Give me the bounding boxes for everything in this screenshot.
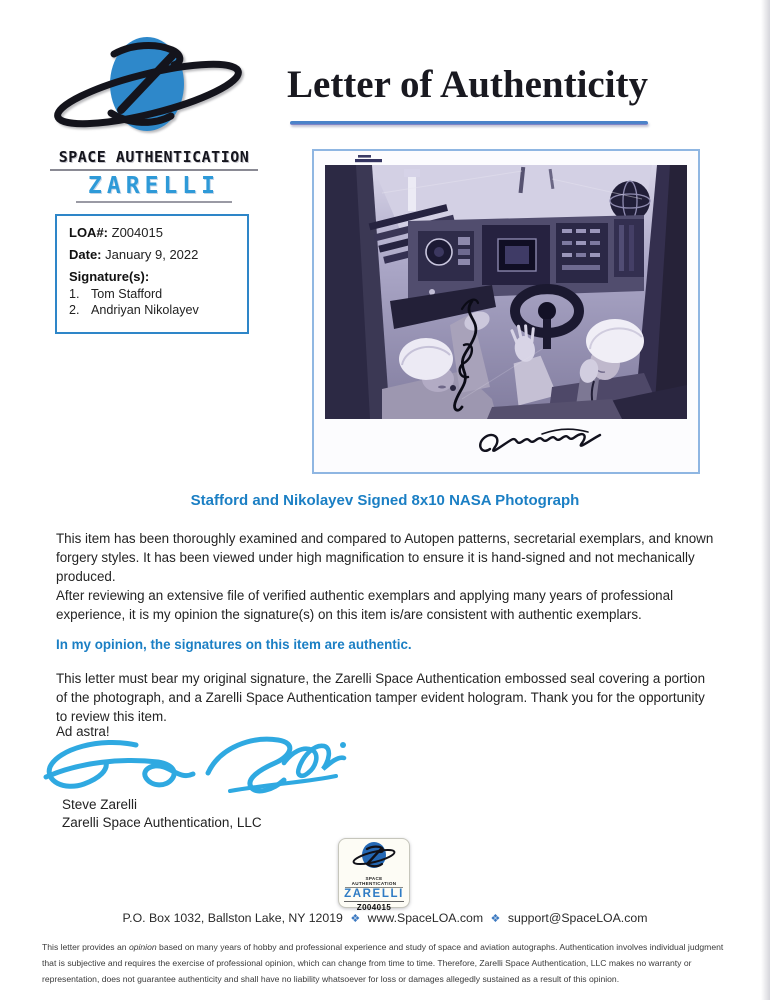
diamond-icon: ❖ <box>350 913 361 925</box>
seal-loa-number: Z004015 <box>356 903 392 913</box>
signature-item-name: Tom Stafford <box>91 287 163 301</box>
body-paragraph-3: This letter must bear my original signature, the Zarelli Space Authentication embossed seal covering a portion of the photograph, and a Zarelli Space Authentication tamper evident hologram. Thank you for the opportunity to review this item. <box>56 671 706 724</box>
diamond-icon: ❖ <box>490 913 501 925</box>
logo-brand-name: ZARELLI <box>76 173 232 203</box>
signature-item-name: Andriyan Nikolayev <box>91 303 199 317</box>
body-paragraph-1: This item has been thoroughly examined and compared to Autopen patterns, secretarial exemplars, and known forgery styles. It has been viewed under high magnification to ensure it is hand-signed and not mechanically produced. <box>56 531 714 584</box>
loa-info-box <box>55 214 249 334</box>
loa-number-value: Z004015 <box>111 225 163 240</box>
hologram-seal <box>338 838 410 913</box>
signer-name: Steve Zarelli <box>62 797 138 812</box>
signature-list-item <box>69 287 235 301</box>
seal-globe-icon <box>351 841 397 871</box>
signature-list-item <box>69 303 235 317</box>
cockpit-scene <box>325 165 687 419</box>
nasa-photo-image <box>312 149 700 474</box>
closing-line: Ad astra! <box>56 724 110 739</box>
opinion-statement: In my opinion, the signatures on this item are authentic. <box>56 637 412 652</box>
logo-brand-top: SPACE AUTHENTICATION <box>50 148 258 171</box>
photo-caption: Stafford and Nikolayev Signed 8x10 NASA Photograph <box>190 492 580 509</box>
signatures-heading: Signature(s): <box>69 269 150 284</box>
fine-print-italic-word: opinion <box>128 942 157 952</box>
loa-number-line <box>69 225 235 240</box>
website-url: www.SpaceLOA.com <box>367 911 484 925</box>
steve-zarelli-signature <box>40 733 352 801</box>
globe-z-orbit-icon <box>50 34 258 146</box>
mailing-address: P.O. Box 1032, Ballston Lake, NY 12019 <box>122 911 343 925</box>
signature-item-number: 1. <box>69 287 80 301</box>
signature-item-number: 2. <box>69 303 80 317</box>
seal-brand-name: ZARELLI <box>344 888 404 902</box>
loa-date-line <box>69 247 235 262</box>
support-email: support@SpaceLOA.com <box>507 911 648 925</box>
body-paragraph-2: After reviewing an extensive file of verified authentic exemplars and applying many years of professional experience, it is my opinion the signature(s) on this item is/are consistent with authentic exemplars. <box>56 588 674 622</box>
loa-date-label: Date: <box>69 247 102 262</box>
signatures-list <box>69 287 235 317</box>
zarelli-logo <box>50 34 258 203</box>
loa-date-value: January 9, 2022 <box>105 247 199 262</box>
signer-company: Zarelli Space Authentication, LLC <box>62 815 262 830</box>
disclaimer-fine-print <box>42 940 736 988</box>
seal-brand-top: SPACE AUTHENTICATION <box>345 876 403 888</box>
title-underline <box>290 121 648 125</box>
fine-print-text: based on many years of hobby and professional experience and study of space and aviation autographs. Authentication involves individual judgment that is subjective and requires the exercise of professional opinion, which can change from time to time. Therefore, Zarelli Space Authentication, LLC makes no warranty or representation, does not guarantee authenticity and shall have no liability whatsoever for loss or damages allegedly sustained as a result of this opinion. <box>42 942 724 984</box>
footer-contact-line <box>0 911 770 925</box>
page-title: Letter of Authenticity <box>287 63 649 106</box>
loa-number-label: LOA#: <box>69 225 108 240</box>
fine-print-text: This letter provides an <box>42 942 129 952</box>
signed-photograph <box>312 149 700 474</box>
